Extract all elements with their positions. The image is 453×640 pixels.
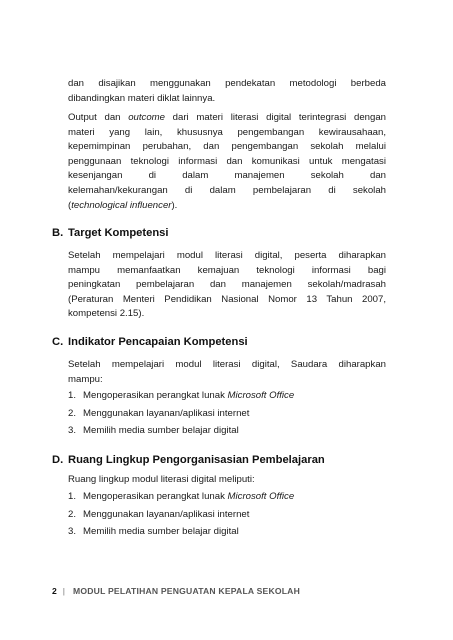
text-fragment: ( xyxy=(68,199,72,211)
page-number: 2 xyxy=(52,586,57,596)
text-line: mampu memanfaatkan kemajuan teknologi informasi bagi xyxy=(68,264,386,276)
page-footer xyxy=(52,586,300,596)
list-number: 1. xyxy=(68,390,77,401)
section-heading-c xyxy=(52,336,248,348)
section-letter: D. xyxy=(52,454,64,466)
list-text: Memilih media sumber belajar digital xyxy=(83,526,239,537)
text-line: Setelah mempelajari modul literasi digital, peserta diharapkan xyxy=(68,250,386,261)
section-title: Target Kompetensi xyxy=(68,227,169,239)
section-c-list xyxy=(68,389,386,442)
text-line xyxy=(68,199,386,214)
section-letter: C. xyxy=(52,336,64,348)
text-line: kelemahan/kekurangan di dalam pembelajaran di sekolah xyxy=(68,184,386,196)
text-line: kompetensi 2.15). xyxy=(68,308,145,320)
section-title: Indikator Pencapaian Kompetensi xyxy=(68,336,248,348)
list-text: Memilih media sumber belajar digital xyxy=(83,425,239,436)
section-b-paragraph xyxy=(68,249,386,322)
list-item xyxy=(68,508,386,526)
text-line: mampu: xyxy=(68,373,103,385)
italic-term: outcome xyxy=(128,112,165,123)
footer-title: MODUL PELATIHAN PENGUATAN KEPALA SEKOLAH xyxy=(73,586,300,596)
list-text: Menggunakan layanan/aplikasi internet xyxy=(83,407,250,419)
section-title: Ruang Lingkup Pengorganisasian Pembelajaran xyxy=(68,454,325,466)
text-line: dibandingkan materi diklat lainnya. xyxy=(68,92,216,104)
list-item xyxy=(68,490,386,508)
text-line: dan disajikan menggunakan pendekatan metodologi berbeda xyxy=(68,78,386,89)
section-d-list xyxy=(68,490,386,543)
text-line: materi yang lain, khususnya pengembangan kewirausahaan, xyxy=(68,126,386,138)
section-c-paragraph xyxy=(68,358,386,387)
list-text: Menggunakan layanan/aplikasi internet xyxy=(83,508,250,520)
list-number: 1. xyxy=(68,491,77,502)
italic-term: Microsoft Office xyxy=(227,390,295,401)
footer-separator: | xyxy=(62,586,66,596)
section-d-paragraph xyxy=(68,473,386,488)
text-line: (Peraturan Menteri Pendidikan Nasional Nomor 13 Tahun 2007, xyxy=(68,293,386,305)
text-line: penggunaan teknologi informasi dan komunikasi untuk mengatasi xyxy=(68,155,386,167)
text-line: Setelah mempelajari modul literasi digital, Saudara diharapkan xyxy=(68,359,386,370)
list-number: 3. xyxy=(68,425,77,436)
list-text: Mengoperasikan perangkat lunak xyxy=(83,491,228,502)
text-fragment: dari materi literasi digital terintegrasi dengan xyxy=(164,112,387,123)
text-line: Ruang lingkup modul literasi digital meliputi: xyxy=(68,474,255,485)
list-item xyxy=(68,424,386,442)
text-fragment: ). xyxy=(171,199,178,211)
list-text: Mengoperasikan perangkat lunak xyxy=(83,390,228,401)
list-item xyxy=(68,525,386,543)
text-fragment: Output dan xyxy=(68,112,129,123)
list-number: 2. xyxy=(68,508,77,520)
text-line: kepemimpinan perubahan, dan pengembangan sekolah melalui xyxy=(68,141,386,153)
text-line: peningkatan pembelajaran dan manajemen sekolah/madrasah xyxy=(68,279,386,291)
list-number: 2. xyxy=(68,407,77,419)
text-line: kesenjangan di dalam manajemen sekolah dan xyxy=(68,170,386,182)
intro-paragraph xyxy=(68,77,386,106)
list-number: 3. xyxy=(68,526,77,537)
section-heading-b xyxy=(52,227,169,239)
italic-term: Microsoft Office xyxy=(227,491,295,502)
text-line xyxy=(68,111,386,126)
output-paragraph xyxy=(68,111,386,213)
section-letter: B. xyxy=(52,227,64,239)
section-heading-d xyxy=(52,454,325,466)
list-item xyxy=(68,407,386,425)
list-item xyxy=(68,389,386,407)
italic-term: technological influencer xyxy=(71,199,172,211)
